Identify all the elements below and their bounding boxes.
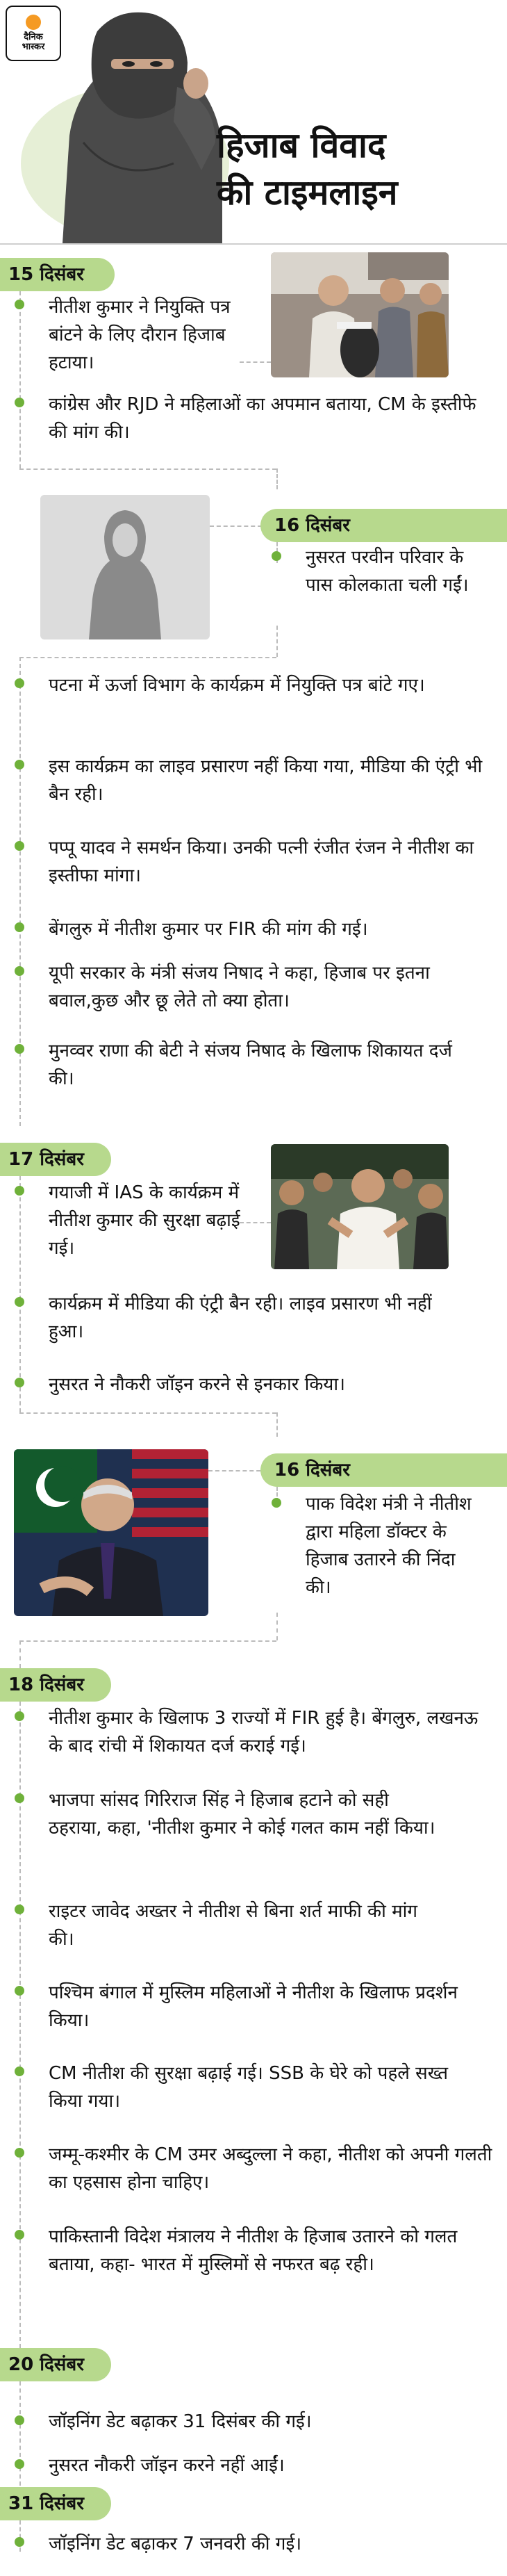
bullet-dot [15, 2459, 24, 2469]
bullet-dot [15, 2230, 24, 2240]
timeline-item: पाकिस्तानी विदेश मंत्रालय ने नीतीश के हिजाब उतारने को गलत बताया, कहा- भारत में मुस्लिमों से नफरत बढ़ रही। [49, 2226, 458, 2275]
bullet-dot [15, 678, 24, 688]
bullet-dot [272, 1498, 281, 1508]
date-tag-18-dec: 18 दिसंबर [0, 1668, 111, 1702]
timeline-item: कांग्रेस और RJD ने महिलाओं का अपमान बताया, CM के इस्तीफे की मांग की। [49, 394, 476, 443]
photo-nitish-hijab [271, 252, 449, 377]
bullet-dot [15, 1905, 24, 1914]
title-line1: हिजाब विवाद [217, 125, 386, 165]
bullet-dot [15, 1044, 24, 1054]
logo-line1: दैनिक [24, 32, 43, 42]
timeline-connector [19, 1640, 276, 1642]
bullet-dot [15, 1986, 24, 1996]
bullet-dot [15, 2066, 24, 2076]
timeline-connector [19, 2520, 21, 2552]
date-tag-16-dec: 16 दिसंबर [260, 509, 507, 542]
burqa-woman-illustration [14, 3, 243, 243]
bullet-dot [15, 922, 24, 932]
photo-nitish-security [271, 1144, 449, 1269]
timeline-item: जॉइनिंग डेट बढ़ाकर 31 दिसंबर की गई। [49, 2411, 312, 2432]
timeline-item: नुसरत ने नौकरी जॉइन करने से इनकार किया। [49, 1374, 345, 1395]
date-tag-15-dec: 15 दिसंबर [0, 258, 115, 291]
timeline-item: बेंगलुरु में नीतीश कुमार पर FIR की मांग की गई। [49, 919, 368, 940]
bullet-dot [15, 1793, 24, 1803]
timeline-item: भाजपा सांसद गिरिराज सिंह ने हिजाब हटाने को सही ठहराया, कहा, 'नीतीश कुमार ने कोई गलत काम नहीं किया। [49, 1790, 435, 1839]
date-tag-16-dec-2: 16 दिसंबर [260, 1453, 507, 1487]
date-tag-17-dec: 17 दिसंबर [0, 1143, 111, 1176]
bullet-dot [15, 841, 24, 851]
logo-line2: भास्कर [22, 42, 45, 52]
timeline-item: पटना में ऊर्जा विभाग के कार्यक्रम में नियुक्ति पत्र बांटे गए। [49, 675, 425, 696]
bullet-dot [15, 398, 24, 407]
timeline-item: पाक विदेश मंत्री ने नीतीश द्वारा महिला डॉक्टर के हिजाब उतारने की निंदा की। [306, 1494, 472, 1598]
title-line2: की टाइमलाइन [217, 172, 398, 213]
bullet-dot [15, 2415, 24, 2425]
timeline-connector [276, 468, 278, 489]
bullet-dot [15, 1378, 24, 1387]
date-tag-20-dec: 20 दिसंबर [0, 2348, 111, 2381]
timeline-connector [19, 657, 21, 1126]
timeline-item: जॉइनिंग डेट बढ़ाकर 7 जनवरी की गई। [49, 2534, 302, 2554]
bullet-dot [15, 1186, 24, 1196]
timeline-item: इस कार्यक्रम का लाइव प्रसारण नहीं किया गया, मीडिया की एंट्री भी बैन रही। [49, 756, 483, 805]
bullet-dot [15, 2148, 24, 2158]
timeline-connector [19, 1640, 21, 1668]
bullet-dot [15, 966, 24, 976]
timeline-item: यूपी सरकार के मंत्री संजय निषाद ने कहा, हिजाब पर इतना बवाल,कुछ और छू लेते तो क्या होता। [49, 963, 430, 1011]
header-divider [0, 243, 507, 245]
timeline-connector [276, 1412, 278, 1437]
timeline-connector [276, 626, 278, 657]
bullet-dot [15, 760, 24, 769]
timeline-connector [19, 468, 276, 470]
timeline-connector [19, 1412, 276, 1414]
timeline-item: राइटर जावेद अख्तर ने नीतीश से बिना शर्त माफी की मांग की। [49, 1901, 417, 1950]
timeline-item: पप्पू यादव ने समर्थन किया। उनकी पत्नी रंजीत रंजन ने नीतीश का इस्तीफा मांगा। [49, 838, 474, 886]
timeline-item: कार्यक्रम में मीडिया की एंट्री बैन रही। लाइव प्रसारण भी नहीं हुआ। [49, 1294, 432, 1342]
timeline-item: गयाजी में IAS के कार्यक्रम में नीतीश कुमार की सुरक्षा बढ़ाई गई। [49, 1182, 240, 1259]
timeline-item: जम्मू-कश्मीर के CM उमर अब्दुल्ला ने कहा, नीतीश को अपनी गलती का एहसास होना चाहिए। [49, 2144, 492, 2193]
timeline-connector [19, 657, 276, 658]
bullet-dot [15, 1297, 24, 1307]
timeline-item: CM नीतीश की सुरक्षा बढ़ाई गई। SSB के घेरे को पहले सख्त किया गया। [49, 2063, 449, 2112]
timeline-item: नीतीश कुमार के खिलाफ 3 राज्यों में FIR हुई है। बेंगलुरु, लखनऊ के बाद रांची में शिकायत दर्ज कराई गई। [49, 1708, 479, 1756]
timeline-connector [208, 1470, 267, 1472]
timeline-item: मुनव्वर राणा की बेटी ने संजय निषाद के खिलाफ शिकायत दर्ज की। [49, 1041, 452, 1089]
placeholder-silhouette-image [40, 495, 210, 639]
page-title [217, 122, 494, 216]
timeline-item: नुसरत परवीन परिवार के पास कोलकाता चली गईं। [306, 547, 469, 596]
timeline-connector [19, 1176, 21, 1412]
bullet-dot [15, 2537, 24, 2547]
bullet-dot [15, 1711, 24, 1721]
timeline-connector [19, 2381, 21, 2486]
bullet-dot [272, 551, 281, 561]
date-tag-31-dec: 31 दिसंबर [0, 2487, 111, 2520]
bullet-dot [15, 300, 24, 309]
timeline-connector [19, 291, 21, 468]
timeline-connector [276, 1613, 278, 1640]
timeline-item: नीतीश कुमार ने नियुक्ति पत्र बांटने के लिए दौरान हिजाब हटाया। [49, 297, 231, 373]
timeline-item: नुसरत नौकरी जॉइन करने नहीं आईं। [49, 2455, 285, 2476]
photo-pak-foreign-minister [14, 1449, 208, 1616]
timeline-item: पश्चिम बंगाल में मुस्लिम महिलाओं ने नीतीश के खिलाफ प्रदर्शन किया। [49, 1982, 458, 2031]
